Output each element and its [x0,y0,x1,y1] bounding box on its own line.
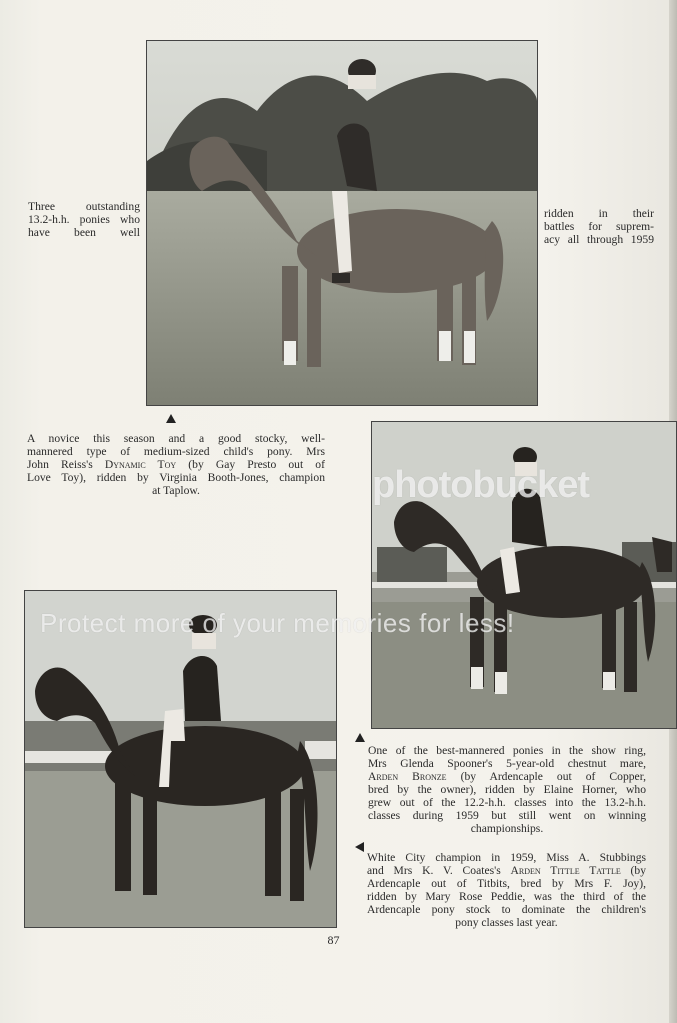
caption-line: Ardencaple out of Titbits, bred by Mrs F. Joy), [367,877,646,890]
pony-name: Dynamic Toy [104,458,177,471]
caption-line: classes during 1959 but still went on winning [368,809,646,822]
caption-line: mannered type of medium-sized child's pony. Mrs [27,445,325,458]
caption-line: and Mrs K. V. Coates's Arden Tittle Tattle (by [367,864,647,877]
caption-intro-right [544,207,654,246]
caption-line: bred by the owner), ridden by Elaine Horner, who [368,783,646,796]
caption-line: grew out of the 12.2-h.h. classes into the 13.2-h.h. [368,796,646,809]
watermark-text: Protect more of your memories for less! [40,608,515,638]
caption-line: White City champion in 1959, Miss A. Stubbings [367,851,646,864]
caption-line: ridden in their [544,207,654,220]
caption-line: One of the best-mannered ponies in the show ring, [368,744,646,757]
caption-arden-tittle-tattle [367,851,646,929]
caption-line: battles for suprem- [544,220,654,233]
caption-line: acy all through 1959 [544,233,654,246]
pony-name: Arden Tittle Tattle [510,864,621,877]
caption-line: pony classes last year. [455,916,558,929]
caption-dynamic-toy [27,432,325,497]
pony-name: Arden Bronze [368,770,447,783]
pointer-up-icon [355,733,365,742]
caption-line: 13.2-h.h. ponies who [28,213,140,226]
pointer-up-icon [166,414,176,423]
caption-line: have been well [28,226,140,239]
caption-line: Love Toy), ridden by Virginia Booth-Jones, champion [27,471,325,484]
caption-line: Mrs Glenda Spooner's 5-year-old chestnut mare, [368,757,646,770]
caption-line: ridden by Mary Rose Peddie, was the third of the [367,890,646,903]
caption-line: at Taplow. [152,484,200,497]
page-number: 87 [327,933,340,947]
watermark-brand: photobucket [372,464,589,506]
pointer-left-icon [355,842,364,852]
caption-line: John Reiss's Dynamic Toy (by Gay Presto out of [27,458,325,471]
caption-line: Ardencaple pony stock to dominate the children's [367,903,646,916]
photo-dynamic-toy [146,40,538,406]
caption-arden-bronze [368,744,646,835]
caption-line: Three outstanding [28,200,140,213]
caption-intro-left [28,200,140,239]
photo-arden-tittle-tattle [24,590,337,928]
caption-line: championships. [470,822,544,835]
caption-line: Arden Bronze (by Ardencaple out of Copper, [368,770,646,783]
caption-line: A novice this season and a good stocky, well- [27,432,325,445]
